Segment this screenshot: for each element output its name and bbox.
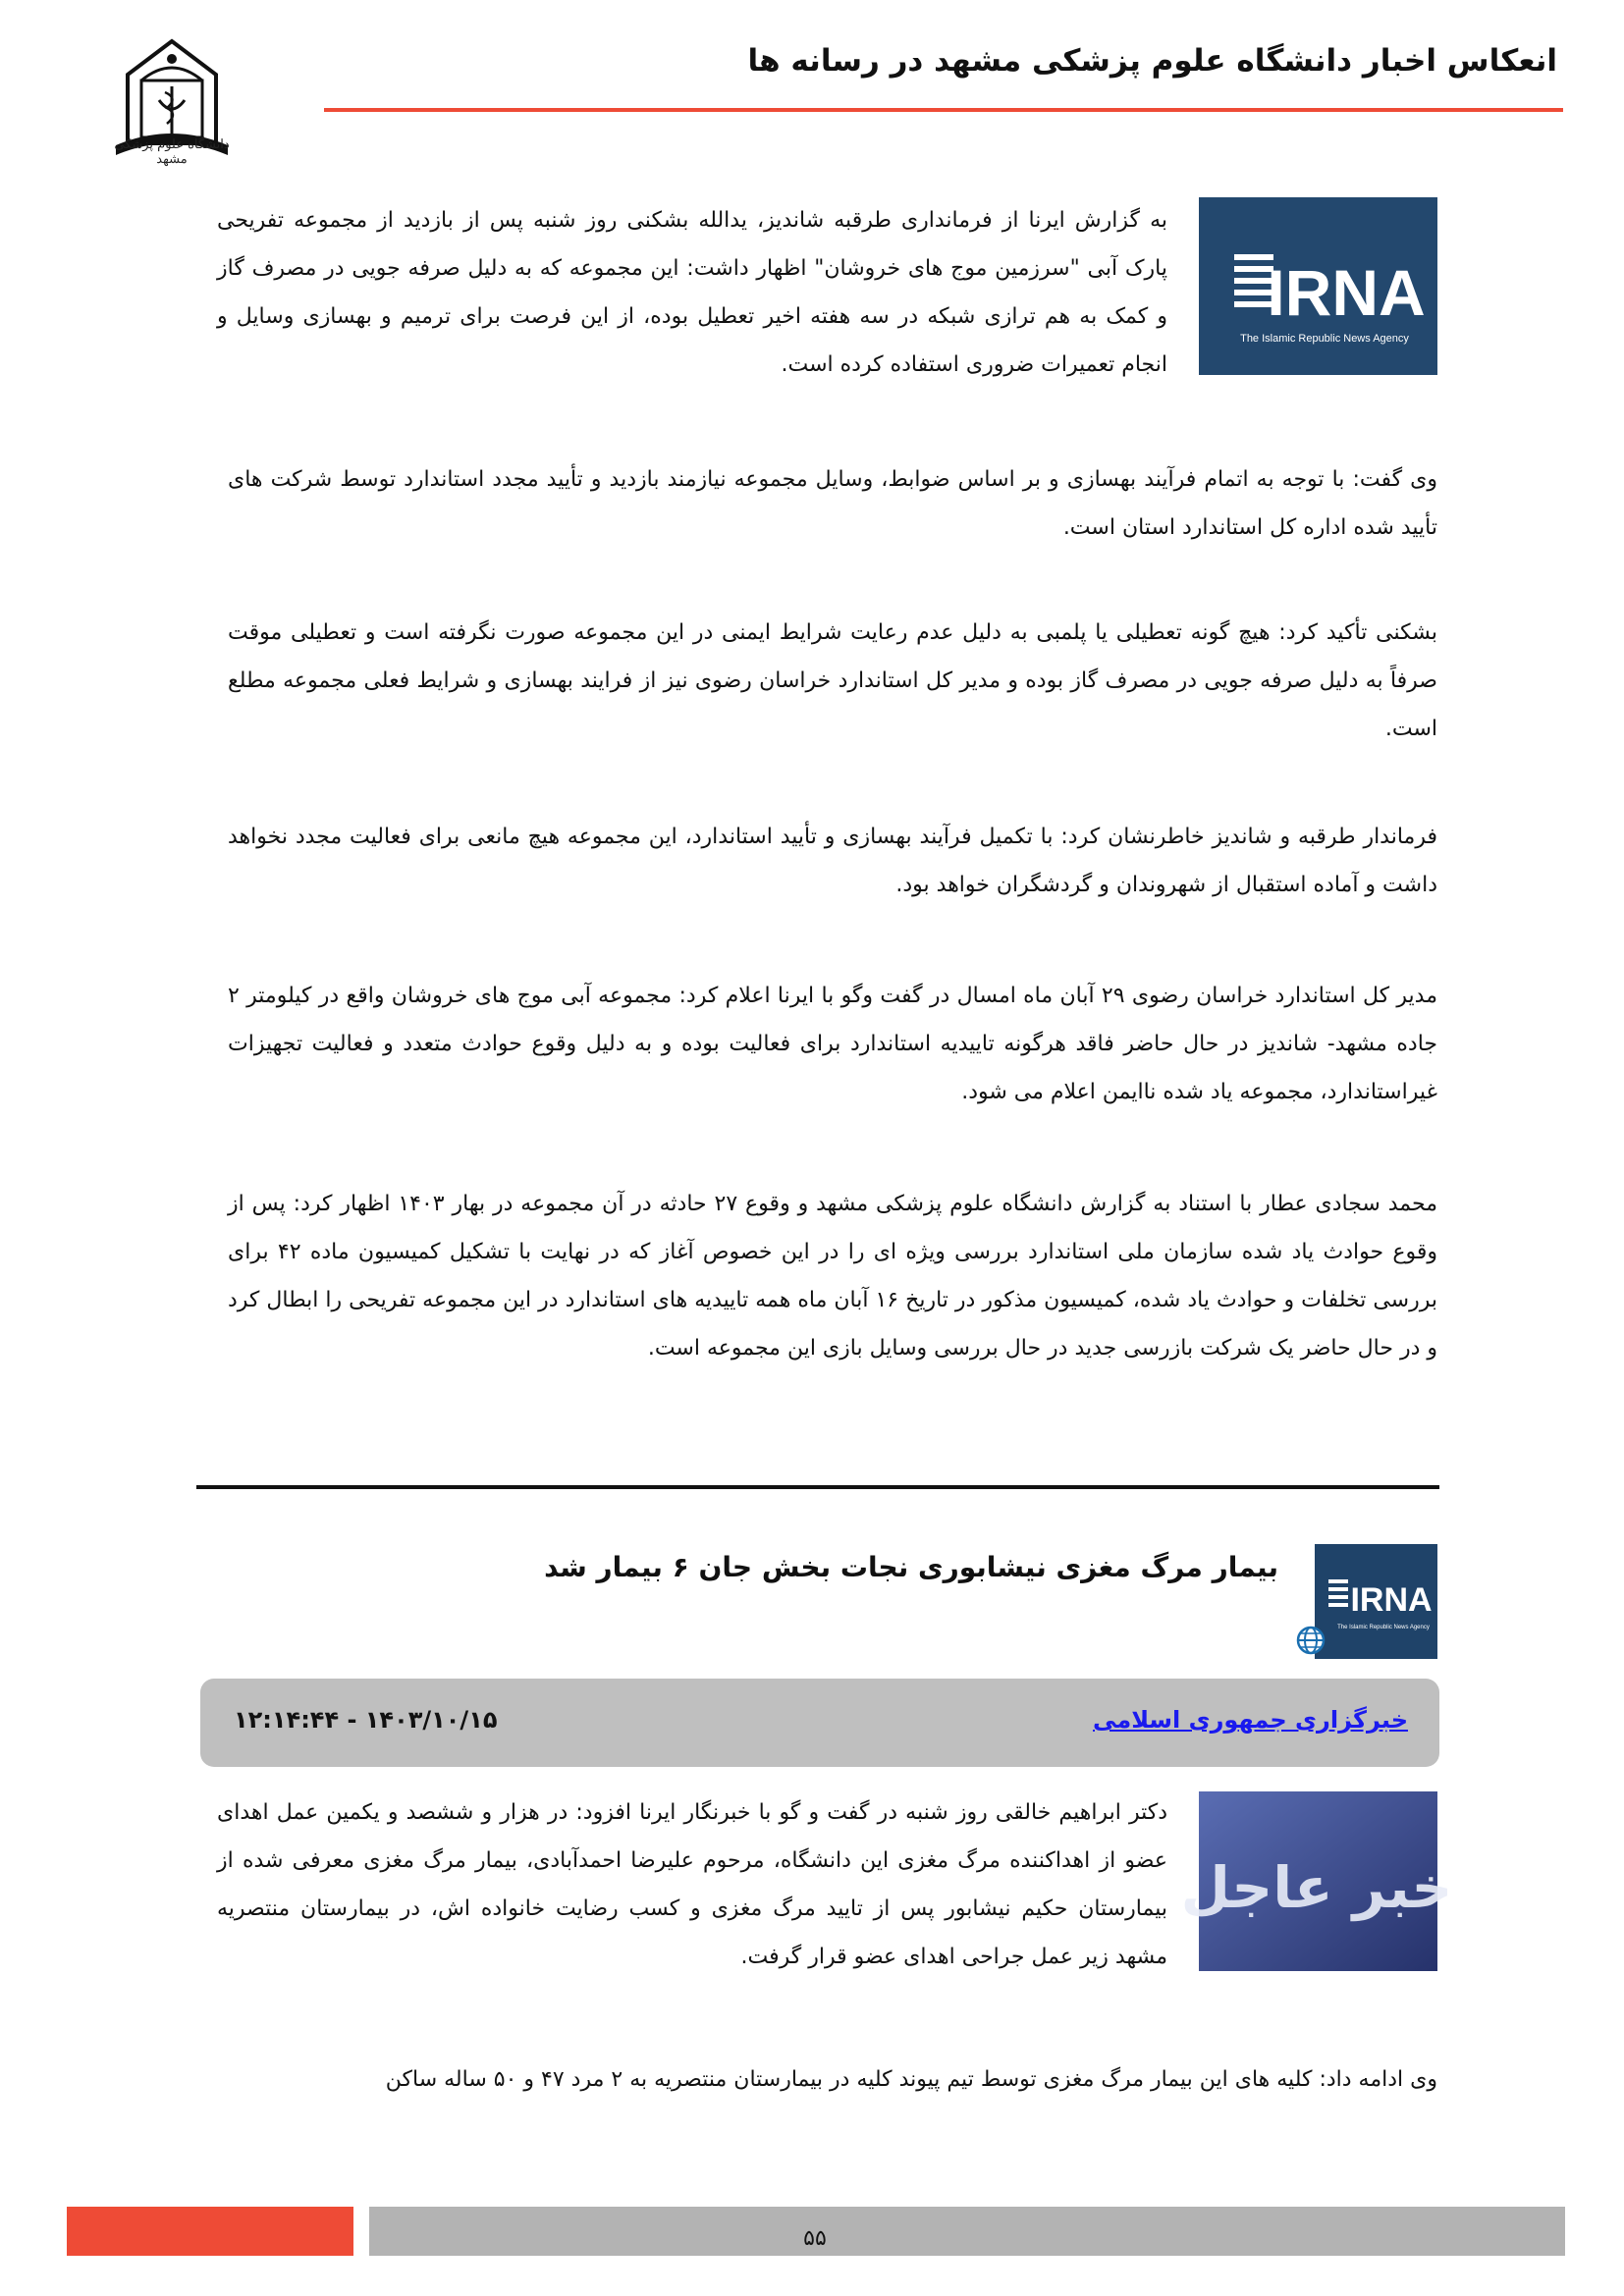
irna-logo-image — [1199, 197, 1437, 375]
article1-paragraph-5: مدیر کل استاندارد خراسان رضوی ۲۹ آبان ماه امسال در گفت وگو با ایرنا اعلام کرد: مجموعه آبی موج های خروشان واقع در کیلومتر ۲ جاده مشهد- شاندیز در حال حاضر فاقد هرگونه تاییدیه استاندارد برای فعالیت بوده و به دلیل وقوع حوادث متعدد و فعالیت تجهیزات غیراستاندارد، مجموعه یاد شده ناایمن اعلام می شود. — [228, 984, 1437, 1104]
news-datetime: ۱۴۰۳/۱۰/۱۵ - ۱۲:۱۴:۴۴ — [234, 1706, 498, 1734]
article1-paragraph-6: محمد سجادی عطار با استناد به گزارش دانشگاه علوم پزشکی مشهد و وقوع ۲۷ حادثه در آن مجموعه در بهار ۱۴۰۳ اظهار کرد: پس از وقوع حوادث یاد شده سازمان ملی استاندارد بررسی ویژه ای را در این خصوص آغاز که در نهایت با تشکیل کمیسیون ماده ۴۲ برای بررسی تخلفات و حوادث یاد شده، کمیسیون مذکور در تاریخ ۱۶ آبان ماه همه تاییدیه های استاندارد در این مجموعه تفریحی را ابطال کرد و در حال حاضر یک شرکت بازرسی جدید در حال بررسی وسایل بازی این مجموعه است. — [228, 1192, 1438, 1361]
globe-icon[interactable] — [1296, 1626, 1326, 1655]
header-divider — [324, 108, 1563, 112]
khabar-image-text: خبر عاجل — [1180, 1854, 1453, 1921]
page-number: ۵۵ — [803, 2226, 827, 2251]
article2-paragraph-1: دکتر ابراهیم خالقی روز شنبه در گفت و گو با خبرنگار ایرنا افزود: در هزار و ششصد و یکمین عمل اهدای عضو از اهداکننده مرگ مغزی این دانشگاه، مرحوم علیرضا احمدآبادی، بیمار مرگ مغزی معرفی شده از بیمارستان حکیم نیشابور پس از تایید مرگ مغزی و کسب رضایت خانواده اش، در بیمارستان منتصریه مشهد زیر عمل جراحی اهدای عضو قرار گرفت. — [217, 1800, 1167, 1969]
irna-logo-text: IRNA — [1267, 256, 1426, 329]
irna-small-logo-subtext: The Islamic Republic News Agency — [1337, 1625, 1430, 1630]
article2-title: بیمار مرگ مغزی نیشابوری نجات بخش جان ۶ بیمار شد — [544, 1551, 1278, 1583]
article1-paragraph-3: بشکنی تأکید کرد: هیچ گونه تعطیلی یا پلمبی به دلیل عدم رعایت شرایط ایمنی در این مجموعه صورت نگرفته است و تعطیلی موقت صرفاً به دلیل صرفه جویی در مصرف گاز بوده و مدیر کل استاندارد خراسان رضوی نیز از فرایند بهسازی و شرایط فعلی مجموعه مطلع است. — [228, 620, 1437, 741]
footer-gray-bar — [369, 2207, 1565, 2256]
logo-caption: دانشگاه علوم پزشکی مشهد — [114, 137, 230, 167]
article2-paragraph-2: وی ادامه داد: کلیه های این بیمار مرگ مغزی توسط تیم پیوند کلیه در بیمارستان منتصریه به ۲ مرد ۴۷ و ۵۰ ساله ساکن — [385, 2067, 1437, 2092]
page-header-title: انعکاس اخبار دانشگاه علوم پزشکی مشهد در رسانه ها — [747, 43, 1557, 79]
irna-small-logo-text: IRNA — [1350, 1581, 1433, 1619]
article1-paragraph-1: به گزارش ایرنا از فرمانداری طرقبه شاندیز، یدالله بشکنی روز شنبه پس از بازدید از مجموعه تفریحی پارک آبی "سرزمین موج های خروشان" اظهار داشت: این مجموعه که به دلیل صرفه جویی در مصرف گاز و کمک به هم ترازی شبکه در سه هفته اخیر تعطیل بوده، از این فرصت برای ترمیم و بهسازی وسایل و انجام تعمیرات ضروری استفاده کرده است. — [217, 208, 1167, 377]
footer-red-bar — [67, 2207, 353, 2256]
article1-paragraph-4: فرماندار طرقبه و شاندیز خاطرنشان کرد: با تکمیل فرآیند بهسازی و تأیید استاندارد، این مجموعه هیچ مانعی برای فعالیت مجدد نخواهد داشت و آماده استقبال از شهروندان و گردشگران خواهد بود. — [228, 825, 1437, 897]
irna-logo-subtext: The Islamic Republic News Agency — [1240, 333, 1409, 345]
article1-paragraph-2: وی گفت: با توجه به اتمام فرآیند بهسازی و بر اساس ضوابط، وسایل مجموعه نیازمند بازدید و تأیید مجدد استاندارد توسط شرکت های تأیید شده اداره کل استاندارد استان است. — [228, 467, 1437, 540]
irna-small-logo-image — [1315, 1544, 1437, 1659]
news-info-bar — [200, 1679, 1439, 1767]
article-separator — [196, 1485, 1439, 1489]
khabar-news-image — [1180, 1791, 1453, 1971]
agency-link[interactable]: خبرگزاری جمهوری اسلامی — [1093, 1706, 1408, 1734]
